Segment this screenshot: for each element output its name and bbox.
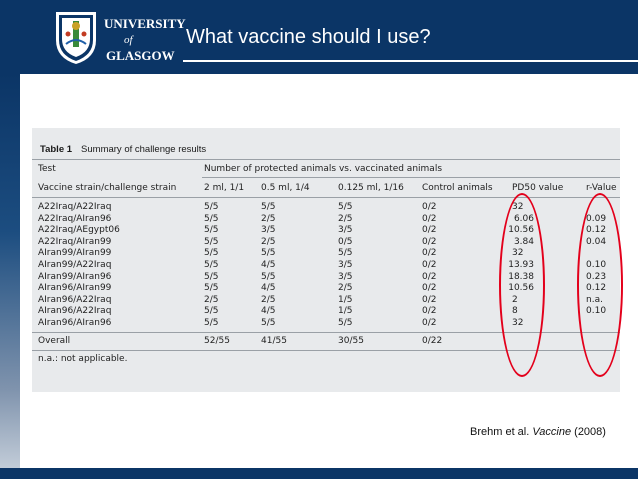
protection-cell: 2/5 [261,236,276,247]
r-value-cell: n.a. [586,294,603,305]
protection-cell: 5/5 [261,271,276,282]
protection-cell: 2/5 [261,213,276,224]
protection-cell: 4/5 [261,260,276,270]
table-rule-header [32,197,620,198]
r-value-cell: 0.09 [586,213,607,224]
strain-cell: AIran96/A22Iraq [38,294,112,305]
strain-cell: A22Iraq/A22Iraq [38,202,112,212]
protection-cell: 0/2 [422,318,437,328]
protection-cell: 0/2 [422,306,437,317]
pd50-cell: 32 [512,248,524,259]
overall-value: 52/55 [204,336,230,346]
r-value-cell: 0.04 [586,236,607,247]
protection-cell: 2/5 [338,213,353,224]
citation-year: (2008) [571,426,606,438]
column-header: PD50 value [512,183,564,193]
strain-cell: AIran96/A22Iraq [38,306,112,317]
protection-cell: 5/5 [204,225,219,236]
pd50-cell: 3.84 [513,236,534,247]
protection-cell: 0/5 [338,236,353,247]
column-header: 0.5 ml, 1/4 [261,183,310,193]
table-label: Table 1 [40,144,73,155]
protection-cell: 2/5 [261,294,276,305]
pd50-cell: 2 [512,294,518,305]
protection-cell: 5/5 [338,318,353,328]
left-gradient-band [0,74,20,468]
r-value-cell: 0.12 [586,225,607,236]
column-header: Control animals [422,183,493,193]
protection-cell: 5/5 [204,306,219,317]
protection-cell: 5/5 [338,202,353,212]
column-header: 2 ml, 1/1 [204,183,245,193]
r-value-cell: 0.23 [586,271,607,282]
r-value-highlight-circle [577,193,623,377]
logo-line3: GLASGOW [106,48,175,63]
table-note: n.a.: not applicable. [38,354,128,364]
table-rule-top [32,159,620,160]
protection-cell: 0/2 [422,213,437,224]
table-caption-text: Summary of challenge results [81,144,207,155]
footer-bar [0,468,638,479]
group-header-rule [202,177,620,178]
protection-cell: 0/2 [422,271,437,282]
group-header: Number of protected animals vs. vaccinated animals [204,164,443,174]
protection-cell: 5/5 [261,248,276,259]
protection-cell: 0/2 [422,225,437,236]
protection-cell: 5/5 [204,271,219,282]
pd50-cell: 18.38 [508,271,534,282]
protection-cell: 0/2 [422,248,437,259]
test-header: Test [38,164,56,174]
protection-cell: 5/5 [204,283,219,294]
pd50-cell: 32 [512,318,524,328]
protection-cell: 5/5 [204,248,219,259]
pd50-cell: 32 [512,202,524,212]
pd50-cell: 8 [512,306,518,317]
protection-cell: 0/2 [422,260,437,270]
protection-cell: 2/5 [338,283,353,294]
title-bar [0,0,638,74]
protection-cell: 3/5 [261,225,276,236]
slide-title: What vaccine should I use? [186,26,431,48]
r-value-cell: 0.10 [586,260,607,270]
protection-cell: 1/5 [338,306,353,317]
overall-value: 30/55 [338,336,364,346]
overall-value: 41/55 [261,336,287,346]
protection-cell: 0/2 [422,294,437,305]
protection-cell: 0/2 [422,202,437,212]
r-value-cell: 0.12 [586,283,607,294]
protection-cell: 3/5 [338,260,353,270]
strain-cell: AIran99/AIran99 [38,248,112,259]
strain-cell: AIran96/AIran96 [38,318,112,328]
column-header: 0.125 ml, 1/16 [338,183,404,193]
citation-journal: Vaccine [532,426,572,438]
pd50-cell: 6.06 [513,213,534,224]
pd50-cell: 13.93 [508,260,534,270]
protection-cell: 4/5 [261,306,276,317]
strain-cell: AIran99/A22Iraq [38,260,112,270]
citation [470,426,606,438]
strain-cell: AIran99/AIran96 [38,271,112,282]
r-value-cell: 0.10 [586,306,607,317]
protection-cell: 3/5 [338,225,353,236]
protection-cell: 4/5 [261,283,276,294]
protection-cell: 5/5 [204,318,219,328]
column-header: r-Value [586,183,617,193]
strain-cell: A22Iraq/AIran96 [38,213,112,224]
protection-cell: 5/5 [261,318,276,328]
protection-cell: 5/5 [204,260,219,270]
protection-cell: 2/5 [204,294,219,305]
overall-label: Overall [38,336,71,346]
protection-cell: 5/5 [204,202,219,212]
pd50-highlight-circle [499,193,545,377]
protection-cell: 5/5 [338,248,353,259]
logo-line1: UNIVERSITY [104,16,186,31]
pd50-cell: 10.56 [508,225,534,236]
protection-cell: 5/5 [204,236,219,247]
table-caption [40,144,206,155]
column-header: Vaccine strain/challenge strain [38,183,177,193]
overall-value: 0/22 [422,336,443,346]
protection-cell: 1/5 [338,294,353,305]
strain-cell: A22Iraq/AIran99 [38,236,112,247]
citation-authors: Brehm et al. [470,426,533,438]
title-underline [183,60,638,62]
logo-line2: of [124,34,133,46]
protection-cell: 5/5 [261,202,276,212]
pd50-cell: 10.56 [508,283,534,294]
protection-cell: 3/5 [338,271,353,282]
protection-cell: 0/2 [422,283,437,294]
university-logo [52,6,186,68]
protection-cell: 5/5 [204,213,219,224]
strain-cell: A22Iraq/AEgypt06 [38,225,120,236]
strain-cell: AIran96/AIran99 [38,283,112,294]
protection-cell: 0/2 [422,236,437,247]
